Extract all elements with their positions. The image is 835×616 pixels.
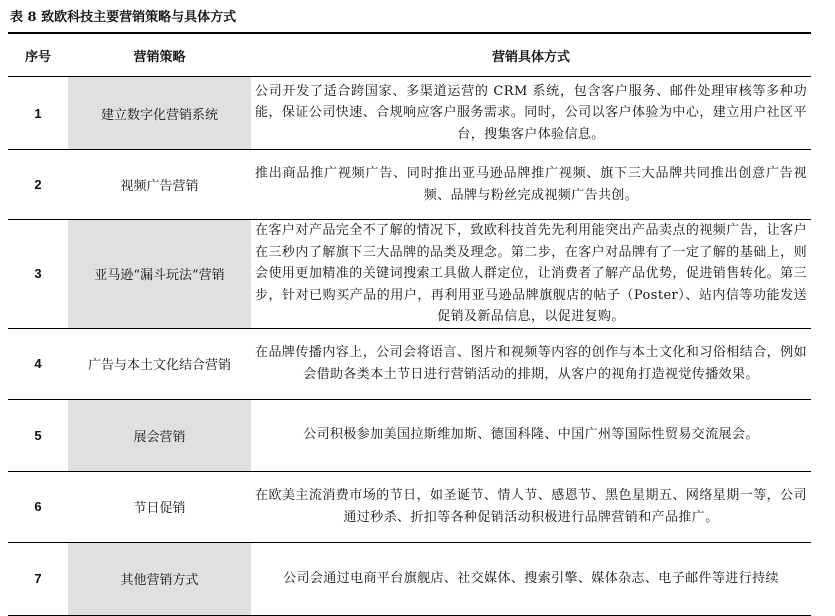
strategy-cell: 节日促销 (68, 471, 251, 542)
strategy-cell: 展会营销 (68, 399, 251, 471)
detail-cell: 公司会通过电商平台旗舰店、社交媒体、搜索引擎、媒体杂志、电子邮件等进行持续 (251, 542, 811, 615)
header-no: 序号 (8, 34, 68, 77)
row-number: 7 (8, 542, 68, 615)
row-number: 3 (8, 220, 68, 329)
header-detail: 营销具体方式 (251, 34, 811, 77)
strategy-cell: 亚马逊“漏斗玩法”营销 (68, 220, 251, 329)
strategy-cell: 广告与本土文化结合营销 (68, 328, 251, 399)
row-number: 4 (8, 328, 68, 399)
marketing-strategy-table (8, 34, 811, 616)
document-page (8, 6, 811, 616)
table-row (8, 150, 811, 220)
table-row (8, 328, 811, 399)
table-row (8, 542, 811, 615)
detail-cell: 在客户对产品完全不了解的情况下，致欧科技首先先利用能突出产品卖点的视频广告，让客户在三秒内了解旗下三大品牌的品类及理念。第二步，在客户对品牌有了一定了解的基础上，则会使用更加精准的关键词搜索工具做人群定位，让消费者了解产品优势，促进销售转化。第三步，针对已购买产品的用户，再利用亚马逊品牌旗舰店的帖子（Poster）、站内信等功能发送促销及新品信息，以促进复购。 (251, 220, 811, 329)
row-number: 1 (8, 77, 68, 150)
table-header-row (8, 34, 811, 77)
table-row (8, 77, 811, 150)
strategy-cell: 其他营销方式 (68, 542, 251, 615)
strategy-cell: 建立数字化营销系统 (68, 77, 251, 150)
row-number: 2 (8, 150, 68, 220)
row-number: 6 (8, 471, 68, 542)
detail-cell: 公司积极参加美国拉斯维加斯、德国科隆、中国广州等国际性贸易交流展会。 (251, 399, 811, 471)
header-strategy: 营销策略 (68, 34, 251, 77)
table-caption: 表 8 致欧科技主要营销策略与具体方式 (8, 6, 811, 34)
row-number: 5 (8, 399, 68, 471)
detail-cell: 在欧美主流消费市场的节日，如圣诞节、情人节、感恩节、黑色星期五、网络星期一等，公司通过秒杀、折扣等各种促销活动积极进行品牌营销和产品推广。 (251, 471, 811, 542)
detail-cell: 公司开发了适合跨国家、多渠道运营的 CRM 系统，包含客户服务、邮件处理审核等多种功能，保证公司快速、合规响应客户服务需求。同时，公司以客户体验为中心，建立用户社区平台，搜集客户体验信息。 (251, 77, 811, 150)
strategy-cell: 视频广告营销 (68, 150, 251, 220)
table-row (8, 471, 811, 542)
table-row (8, 399, 811, 471)
detail-cell: 在品牌传播内容上，公司会将语言、图片和视频等内容的创作与本土文化和习俗相结合，例如会借助各类本土节日进行营销活动的排期，从客户的视角打造视觉传播效果。 (251, 328, 811, 399)
table-row (8, 220, 811, 329)
detail-cell: 推出商品推广视频广告、同时推出亚马逊品牌推广视频、旗下三大品牌共同推出创意广告视频、品牌与粉丝完成视频广告共创。 (251, 150, 811, 220)
